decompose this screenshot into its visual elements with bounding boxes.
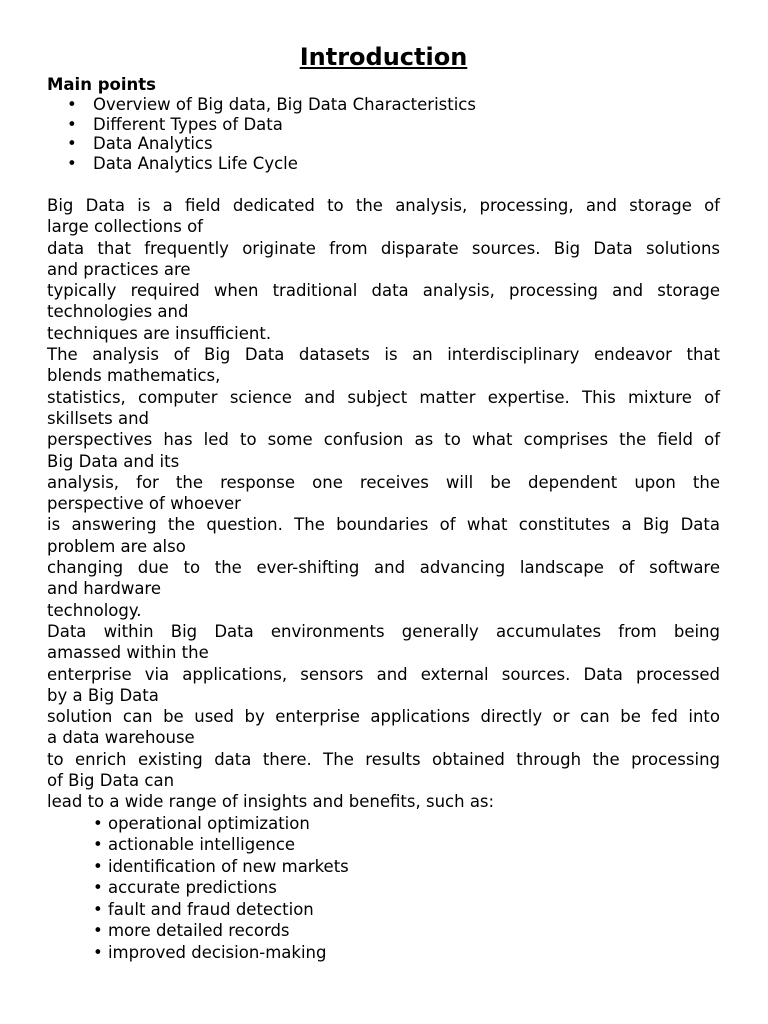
body-line: to enrich existing data there. The results obtained through the processing xyxy=(47,749,720,769)
main-point-text: Data Analytics xyxy=(93,134,213,153)
main-point-item xyxy=(67,95,720,115)
body-line: techniques are insufficient. xyxy=(47,323,272,343)
body-line: of Big Data can xyxy=(47,771,175,791)
bullet-icon: • xyxy=(67,134,77,153)
main-points-list xyxy=(47,95,720,173)
body-line: Data within Big Data environments generally accumulates from being xyxy=(47,621,720,641)
main-point-item xyxy=(67,154,720,174)
main-point-text: Different Types of Data xyxy=(93,114,283,134)
body-line: and hardware xyxy=(47,579,162,599)
body-line: typically required when traditional data analysis, processing and storage xyxy=(47,281,720,301)
body-line: Big Data and its xyxy=(47,451,180,471)
main-points-heading: Main points xyxy=(47,75,156,94)
bullet-icon: • xyxy=(67,153,77,173)
body-line: analysis, for the response one receives will be dependent upon the xyxy=(47,472,720,492)
body-line: perspective of whoever xyxy=(47,494,241,514)
main-point-item xyxy=(67,134,720,154)
benefits-list xyxy=(47,813,720,964)
body-line: Big Data is a field dedicated to the analysis, processing, and storage of xyxy=(47,196,720,215)
bullet-icon: • xyxy=(67,114,77,134)
main-point-text: Data Analytics Life Cycle xyxy=(93,153,298,173)
body-line: technologies and xyxy=(47,302,189,322)
body-line: data that frequently originate from disparate sources. Big Data solutions xyxy=(47,238,720,258)
main-point-text: Overview of Big data, Big Data Characteristics xyxy=(93,95,476,114)
page-title: Introduction xyxy=(299,43,468,71)
benefit-item: • accurate predictions xyxy=(93,878,277,898)
benefit-item: • identification of new markets xyxy=(93,856,349,876)
body-line: large collections of xyxy=(47,217,203,237)
body-line: is answering the question. The boundaries of what constitutes a Big Data xyxy=(47,515,720,535)
main-point-item xyxy=(67,115,720,135)
body-line: solution can be used by enterprise applications directly or can be fed into xyxy=(47,707,720,727)
body-line: and practices are xyxy=(47,259,191,279)
body-line: skillsets and xyxy=(47,408,150,428)
body-line: enterprise via applications, sensors and external sources. Data processed xyxy=(47,664,720,684)
body-line: a data warehouse xyxy=(47,728,195,748)
body-line: blends mathematics, xyxy=(47,366,221,386)
body-line: by a Big Data xyxy=(47,685,159,705)
body-line: amassed within the xyxy=(47,643,209,663)
body-text xyxy=(47,195,720,813)
body-line: perspectives has led to some confusion as to what comprises the field of xyxy=(47,430,720,450)
benefit-item: • more detailed records xyxy=(93,921,290,941)
benefit-item: • actionable intelligence xyxy=(93,835,296,855)
body-line: technology. xyxy=(47,600,142,620)
body-line: problem are also xyxy=(47,536,186,556)
benefit-item: • fault and fraud detection xyxy=(93,899,314,919)
benefit-item: • improved decision-making xyxy=(93,942,327,962)
body-line: The analysis of Big Data datasets is an interdisciplinary endeavor that xyxy=(47,345,720,365)
body-line: lead to a wide range of insights and benefits, such as: xyxy=(47,792,495,812)
body-line: statistics, computer science and subject matter expertise. This mixture of xyxy=(47,387,720,407)
body-line: changing due to the ever-shifting and advancing landscape of software xyxy=(47,558,720,578)
benefit-item: • operational optimization xyxy=(93,813,310,833)
bullet-icon: • xyxy=(67,95,77,114)
